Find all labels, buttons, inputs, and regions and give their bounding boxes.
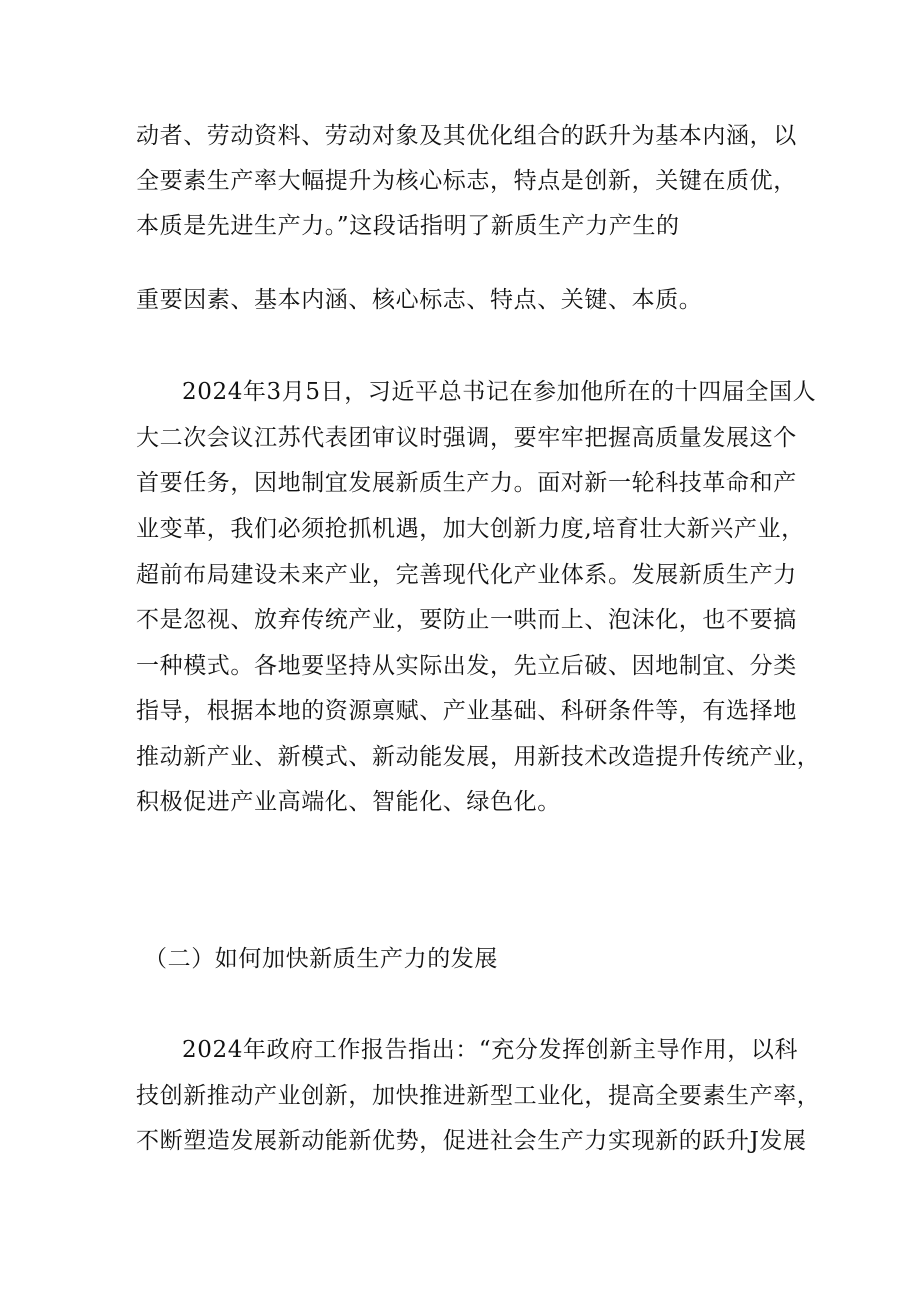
paragraph-3-line-1: 2024年3月5日，习近平总书记在参加他所在的十四届全国人 bbox=[182, 379, 817, 405]
paragraph-3-line-10: 积极促进产业高端化、智能化、绿色化。 bbox=[136, 789, 561, 815]
paragraph-1-line-2: 全要素生产率大幅提升为核心标志，特点是创新，关键在质优， bbox=[136, 168, 797, 194]
section-heading: （二）如何加快新质生产力的发展 bbox=[144, 946, 498, 972]
paragraph-1-line-1: 动者、劳动资料、劳动对象及其优化组合的跃升为基本内涵，以 bbox=[136, 123, 797, 149]
paragraph-3-line-4: 业变革，我们必须抢抓机遇，加大创新力度,培育壮大新兴产业， bbox=[136, 516, 805, 542]
paragraph-4-line-3: 不断塑造发展新动能新优势，促进社会生产力实现新的跃升J发展 bbox=[136, 1128, 807, 1154]
paragraph-1-line-3: 本质是先进生产力。”这段话指明了新质生产力产生的 bbox=[136, 213, 680, 239]
paragraph-3-line-6: 不是忽视、放弃传统产业，要防止一哄而上、泡沫化，也不要搞 bbox=[136, 607, 797, 633]
paragraph-2-line-1: 重要因素、基本内涵、核心标志、特点、关键、本质。 bbox=[136, 287, 703, 313]
paragraph-4-line-2: 技创新推动产业创新，加快推进新型工业化，提高全要素生产率， bbox=[136, 1083, 821, 1109]
paragraph-3-line-3: 首要任务，因地制宜发展新质生产力。面对新一轮科技革命和产 bbox=[136, 470, 797, 496]
paragraph-3-line-2: 大二次会议江苏代表团审议时强调，要牢牢把握高质量发展这个 bbox=[136, 425, 797, 451]
paragraph-3-line-5: 超前布局建设未来产业，完善现代化产业体系。发展新质生产力 bbox=[136, 562, 797, 588]
paragraph-4-line-1: 2024年政府工作报告指出：“充分发挥创新主导作用，以科 bbox=[182, 1037, 799, 1063]
paragraph-3-line-8: 指导，根据本地的资源禀赋、产业基础、科研条件等，有选择地 bbox=[136, 698, 797, 724]
paragraph-3-line-9: 推动新产业、新模式、新动能发展，用新技术改造提升传统产业， bbox=[136, 744, 821, 770]
paragraph-3-line-7: 一种模式。各地要坚持从实际出发，先立后破、因地制宜、分类 bbox=[136, 653, 797, 679]
